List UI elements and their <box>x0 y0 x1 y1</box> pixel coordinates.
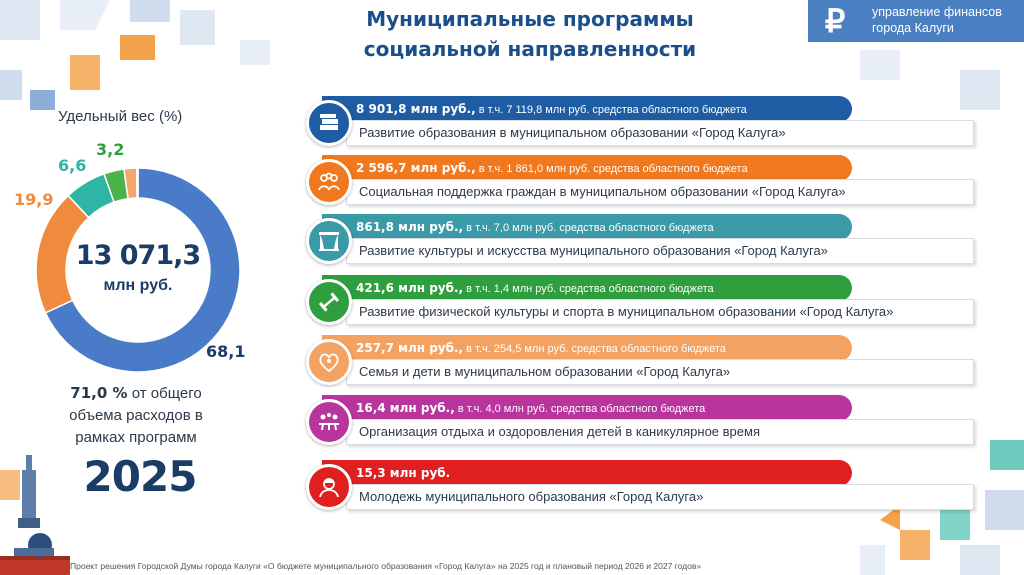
share-note <box>36 382 236 449</box>
program-name: Молодежь муниципального образования «Город Калуга» <box>346 484 974 510</box>
budget-year: 2025 <box>83 452 197 501</box>
share-note-rest: от общего <box>127 385 202 402</box>
program-children-rest <box>306 395 974 447</box>
program-amount: 8 901,8 млн руб., <box>356 102 476 116</box>
program-amount: 257,7 млн руб., <box>356 341 464 355</box>
footer-note: Проект решения Городской Думы города Калуги «О бюджете муниципального образования «Город Калуга» на 2025 год и плановый период 2026 и 2027 годов» <box>70 561 702 571</box>
ruble-icon: ₽ <box>824 3 846 39</box>
books-icon <box>306 100 352 146</box>
donut-label-social: 19,9 <box>14 190 54 209</box>
total-unit: млн руб. <box>103 277 173 294</box>
donut-slice-6 <box>137 168 138 198</box>
program-amount: 15,3 млн руб. <box>356 466 451 480</box>
program-detail: в т.ч. 7,0 млн руб. средства областного бюджета <box>463 222 714 234</box>
program-culture <box>306 214 974 266</box>
program-youth <box>306 460 974 512</box>
program-amount-bar <box>322 275 852 301</box>
program-name: Развитие образования в муниципальном образовании «Город Калуга» <box>346 120 974 146</box>
program-detail: в т.ч. 1,4 млн руб. средства областного бюджета <box>463 283 714 295</box>
people-group-icon <box>306 159 352 205</box>
program-detail: в т.ч. 1 861,0 млн руб. средства областного бюджета <box>475 163 748 175</box>
program-detail: в т.ч. 254,5 млн руб. средства областного бюджета <box>463 343 726 355</box>
share-note-percent: 71,0 % <box>70 384 128 402</box>
dumbbell-icon <box>306 279 352 325</box>
program-name: Развитие культуры и искусства муниципального образования «Город Калуга» <box>346 238 974 264</box>
donut-label-culture: 6,6 <box>58 156 87 175</box>
program-name: Социальная поддержка граждан в муниципальном образовании «Город Калуга» <box>346 179 974 205</box>
donut-label-sport: 3,2 <box>96 140 125 159</box>
program-name: Семья и дети в муниципальном образовании «Город Калуга» <box>346 359 974 385</box>
brand-banner <box>808 0 1024 42</box>
share-note-line-3: рамках программ <box>75 429 197 446</box>
theater-stage-icon <box>306 218 352 264</box>
brand-text <box>872 4 1002 36</box>
program-detail: в т.ч. 7 119,8 млн руб. средства областного бюджета <box>475 104 747 116</box>
share-title: Удельный вес (%) <box>58 108 183 125</box>
title-line-2: социальной направленности <box>363 37 697 61</box>
brand-line-2: города Калуги <box>872 21 954 35</box>
program-amount: 16,4 млн руб., <box>356 401 455 415</box>
share-note-line-2: объема расходов в <box>69 407 203 424</box>
family-heart-icon <box>306 339 352 385</box>
program-sport <box>306 275 974 327</box>
children-icon <box>306 399 352 445</box>
program-amount-bar <box>322 395 852 421</box>
program-amount-bar <box>322 460 852 486</box>
program-amount: 861,8 млн руб., <box>356 220 464 234</box>
program-detail: в т.ч. 4,0 млн руб. средства областного бюджета <box>454 403 706 415</box>
title-line-1: Муниципальные программы <box>366 7 694 31</box>
total-value: 13 071,3 <box>75 240 201 271</box>
program-education <box>306 96 974 148</box>
young-person-icon <box>306 464 352 510</box>
program-amount-bar <box>322 335 852 361</box>
program-name: Организация отдыха и оздоровления детей в каникулярное время <box>346 419 974 445</box>
program-social <box>306 155 974 207</box>
program-family <box>306 335 974 387</box>
brand-line-1: управление финансов <box>872 5 1002 19</box>
program-amount-bar <box>322 96 852 122</box>
program-amount-bar <box>322 214 852 240</box>
program-amount: 2 596,7 млн руб., <box>356 161 476 175</box>
page-title <box>300 4 760 64</box>
program-amount-bar <box>322 155 852 181</box>
donut-label-education: 68,1 <box>206 342 246 361</box>
program-amount: 421,6 млн руб., <box>356 281 464 295</box>
program-name: Развитие физической культуры и спорта в муниципальном образовании «Город Калуга» <box>346 299 974 325</box>
